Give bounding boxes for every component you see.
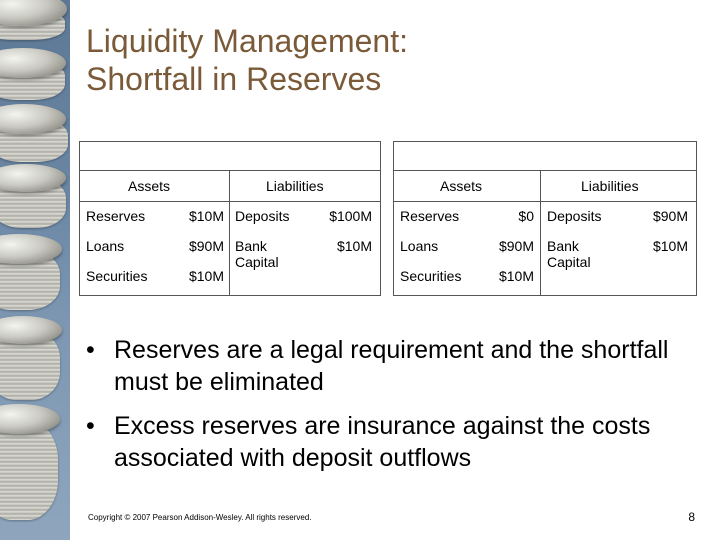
assets-header: Assets [440, 178, 483, 194]
copyright-notice: Copyright © 2007 Pearson Addison-Wesley. All rights reserved. [88, 513, 312, 522]
bullet-item [86, 410, 686, 474]
table-body [394, 202, 696, 296]
liability-label-line1: Bank [235, 238, 267, 254]
table-header-row [394, 171, 696, 202]
asset-label: Reserves [400, 208, 460, 224]
liability-label-line2: Capital [547, 254, 591, 270]
title-line-1: Liquidity Management: [86, 23, 408, 59]
table-caption-row [394, 142, 696, 171]
title-line-2: Shortfall in Reserves [86, 61, 382, 97]
bullet-item [86, 334, 686, 398]
table-body [80, 202, 380, 296]
table-caption-row [80, 142, 380, 171]
bullet-marker: • [86, 336, 95, 364]
liabilities-header: Liabilities [581, 178, 639, 194]
liability-value: $90M [652, 208, 688, 224]
bullet-marker: • [86, 412, 95, 440]
bullet-text: Reserves are a legal requirement and the shortfall must be eliminated [114, 336, 669, 396]
balance-sheet-after [393, 141, 697, 296]
asset-label: Loans [400, 238, 439, 254]
liability-label-line2: Capital [235, 254, 279, 270]
page-number: 8 [688, 510, 695, 524]
liability-value: $100M [329, 208, 372, 224]
table-header-row [80, 171, 380, 202]
liability-value: $10M [336, 238, 372, 254]
balance-sheet-before [79, 141, 381, 296]
asset-label: Loans [86, 238, 125, 254]
liability-label: Deposits [547, 208, 602, 224]
liability-label-line1: Bank [547, 238, 579, 254]
asset-label: Securities [400, 268, 462, 284]
asset-value: $10M [188, 268, 224, 284]
asset-value: $90M [498, 238, 534, 254]
asset-label: Reserves [86, 208, 146, 224]
asset-label: Securities [86, 268, 148, 284]
asset-value: $0 [518, 208, 534, 224]
bullet-text: Excess reserves are insurance against the costs associated with deposit outflows [114, 412, 651, 472]
liability-label: Deposits [235, 208, 290, 224]
asset-value: $10M [188, 208, 224, 224]
liabilities-header: Liabilities [266, 178, 324, 194]
bullet-list [86, 334, 686, 486]
slide-title [86, 22, 686, 98]
liability-value: $10M [652, 238, 688, 254]
asset-value: $90M [188, 238, 224, 254]
asset-value: $10M [498, 268, 534, 284]
coin-stack-image [0, 0, 70, 540]
assets-header: Assets [128, 178, 171, 194]
